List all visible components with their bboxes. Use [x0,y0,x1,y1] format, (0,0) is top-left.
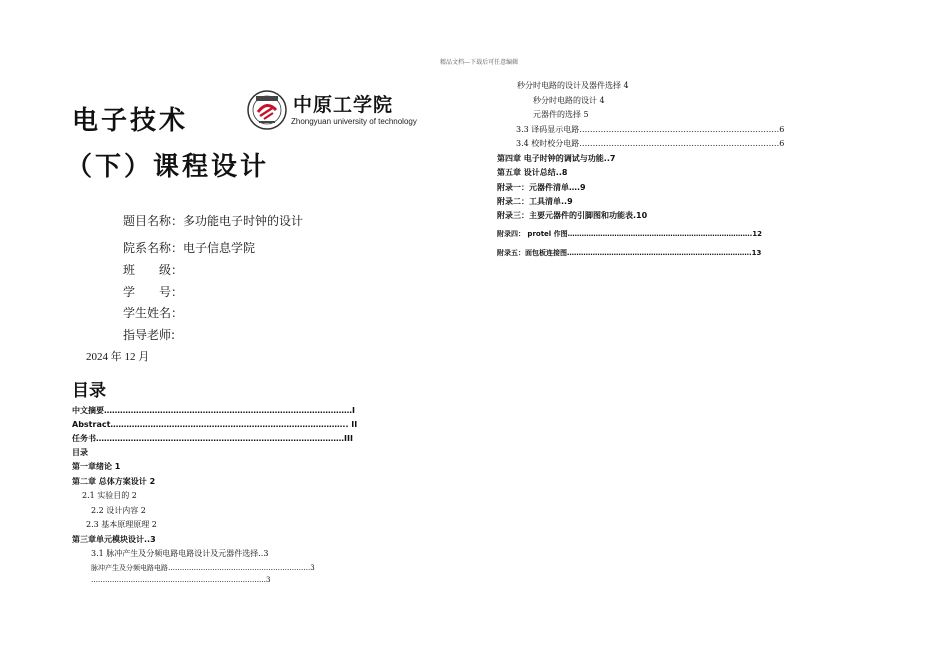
info-label: 班 级： [123,263,184,277]
university-name-cn: 中原工学院 [293,94,394,116]
info-label: 题目名称： [123,214,184,228]
info-value: 多功能电子时钟的设计 [183,214,304,228]
toc-entry: 附录五：面包板连接图…………………………………………………………………….13 [497,249,762,257]
toc-entry: 3.4 校时校分电路…………………………………………………………………6 [516,139,785,148]
toc-title: 目录 [72,381,106,401]
toc-entry: 第二章 总体方案设计 2 [72,477,156,486]
info-topic [123,212,303,229]
toc-entry: 附录四： protel 作图…………………………………………………………………….12 [497,230,763,238]
info-label: 学生姓名： [123,306,184,320]
info-label: 指导老师: [123,328,176,342]
toc-entry: 秒分时电路的设计及器件选择 4 [517,81,629,90]
toc-entry: 2.2 设计内容 2 [91,506,146,515]
toc-entry: 任务书…………………………………………………………………………………III [72,434,353,443]
info-advisor [123,326,175,343]
course-title-line1: 电子技术 [72,106,189,136]
toc-entry: 脉冲产生及分频电路电路…………………………………………………….3 [91,564,315,572]
info-value: 电子信息学院 [183,241,256,255]
info-student-id [123,283,183,300]
toc-entry: 附录一：元器件清单….9 [497,183,586,192]
toc-entry: 2.3 基本原理原理 2 [86,520,157,529]
info-label: 学 号： [123,285,184,299]
toc-entry: 秒分时电路的设计 4 [533,96,605,105]
toc-entry: 附录三：主要元器件的引脚图和功能表.10 [497,211,648,220]
toc-entry: 附录二：工具清单..9 [497,197,573,206]
toc-entry: 第一章绪论 1 [72,462,121,471]
header-note: 精品文档---下载后可任意编辑 [440,59,519,66]
toc-entry: …………………………………………………………………3 [91,576,271,584]
toc-entry: Abstract…………………………………………………………………………….. II [72,420,358,429]
toc-entry: 目录 [72,448,88,457]
course-title-line2: （下）课程设计 [66,152,270,182]
toc-entry: 第三章单元模块设计..3 [72,535,156,544]
university-logo [247,90,427,132]
info-class [123,261,183,278]
report-date: 2024 年 12 月 [86,351,150,363]
toc-entry: 2.1 实验目的 2 [82,491,137,500]
toc-entry: 元器件的选择 5 [533,110,589,119]
toc-entry: 3.1 脉冲产生及分频电路电路设计及元器件选择..3 [91,549,269,558]
university-seal-icon [247,90,287,130]
toc-entry: 第四章 电子时钟的调试与功能..7 [497,154,616,163]
info-label: 院系名称： [123,241,184,255]
info-department [123,239,255,256]
university-name-en: Zhongyuan university of technology [291,117,417,126]
info-student-name [123,304,183,321]
toc-entry: 中文摘要…………………………………………………………………………………I [72,406,355,415]
toc-entry: 3.3 译码显示电路…………………………………………………………………6 [516,125,785,134]
toc-entry: 第五章 设计总结..8 [497,168,568,177]
